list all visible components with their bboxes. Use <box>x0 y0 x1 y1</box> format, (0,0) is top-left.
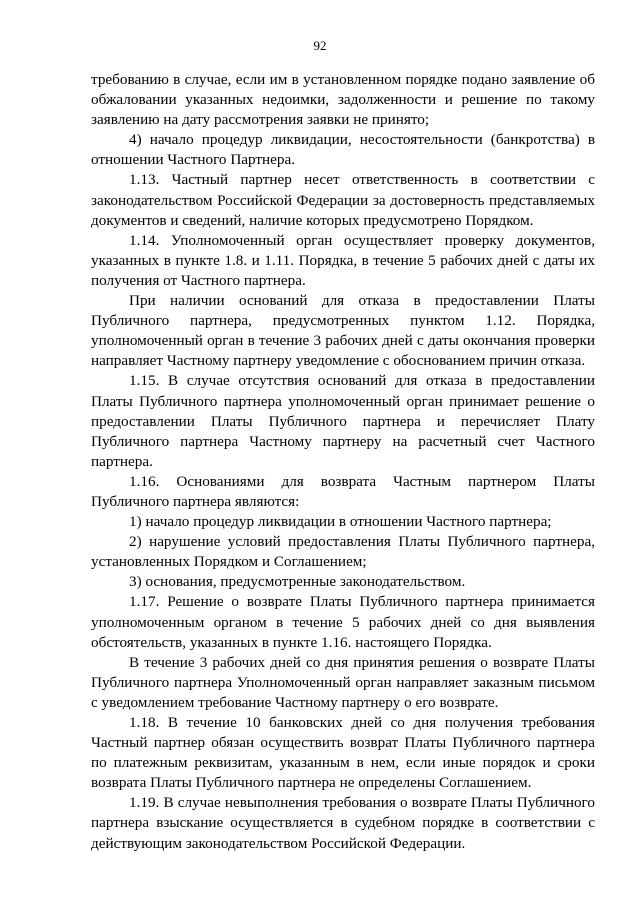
paragraph: 2) нарушение условий предоставления Платы Публичного партнера, установленных Порядком и Соглашением; <box>91 533 595 571</box>
paragraph: требованию в случае, если им в установленном порядке подано заявление об обжаловании указанных недоимки, задолженности и решение по такому заявлению на дату рассмотрения заявки не принято; <box>91 71 595 129</box>
paragraph: 1.18. В течение 10 банковских дней со дня получения требования Частный партнер обязан осуществить возврат Платы Публичного партнера по платежным реквизитам, указанным в нем, если иные порядок и сроки возврата Платы Публичного партнера не определены Соглашением. <box>91 714 595 792</box>
paragraph: 1.17. Решение о возврате Платы Публичного партнера принимается уполномоченным органом в течение 5 рабочих дней со дня выявления обстоятельств, указанных в пункте 1.16. настоящего Порядка. <box>91 593 595 651</box>
paragraph: 1.14. Уполномоченный орган осуществляет проверку документов, указанных в пункте 1.8. и 1.11. Порядка, в течение 5 рабочих дней с даты их получения от Частного партнера. <box>91 231 595 289</box>
paragraph: При наличии оснований для отказа в предоставлении Платы Публичного партнера, предусмотренных пунктом 1.12. Порядка, уполномоченный орган в течение 3 рабочих дней с даты окончания проверки направляет Частному партнеру уведомление с обоснованием причин отказа. <box>91 292 595 370</box>
paragraph: 1.19. В случае невыполнения требования о возврате Платы Публичного партнера взыскание осуществляется в судебном порядке в соответствии с действующим законодательством Российской Федерации. <box>91 794 595 852</box>
document-body <box>91 70 595 854</box>
paragraph: 1.15. В случае отсутствия оснований для отказа в предоставлении Платы Публичного партнера уполномоченный орган принимает решение о предоставлении Платы Публичного партнера и перечисляет Плату Публичного партнера Частному партнеру на расчетный счет Частного партнера. <box>91 372 595 470</box>
paragraph: 3) основания, предусмотренные законодательством. <box>129 573 466 591</box>
paragraph: 1) начало процедур ликвидации в отношении Частного партнера; <box>129 513 552 531</box>
page-number: 92 <box>313 38 327 53</box>
paragraph: 1.16. Основаниями для возврата Частным партнером Платы Публичного партнера являются: <box>91 472 595 510</box>
paragraph: 1.13. Частный партнер несет ответственность в соответствии с законодательством Российской Федерации за достоверность представляемых документов и сведений, наличие которых предусмотрено Порядком. <box>91 171 595 229</box>
paragraph: 4) начало процедур ликвидации, несостоятельности (банкротства) в отношении Частного Партнера. <box>91 131 595 169</box>
paragraph: В течение 3 рабочих дней со дня принятия решения о возврате Платы Публичного партнера Уполномоченный орган направляет заказным письмом с уведомлением требование Частному партнеру о его возврате. <box>91 653 595 711</box>
